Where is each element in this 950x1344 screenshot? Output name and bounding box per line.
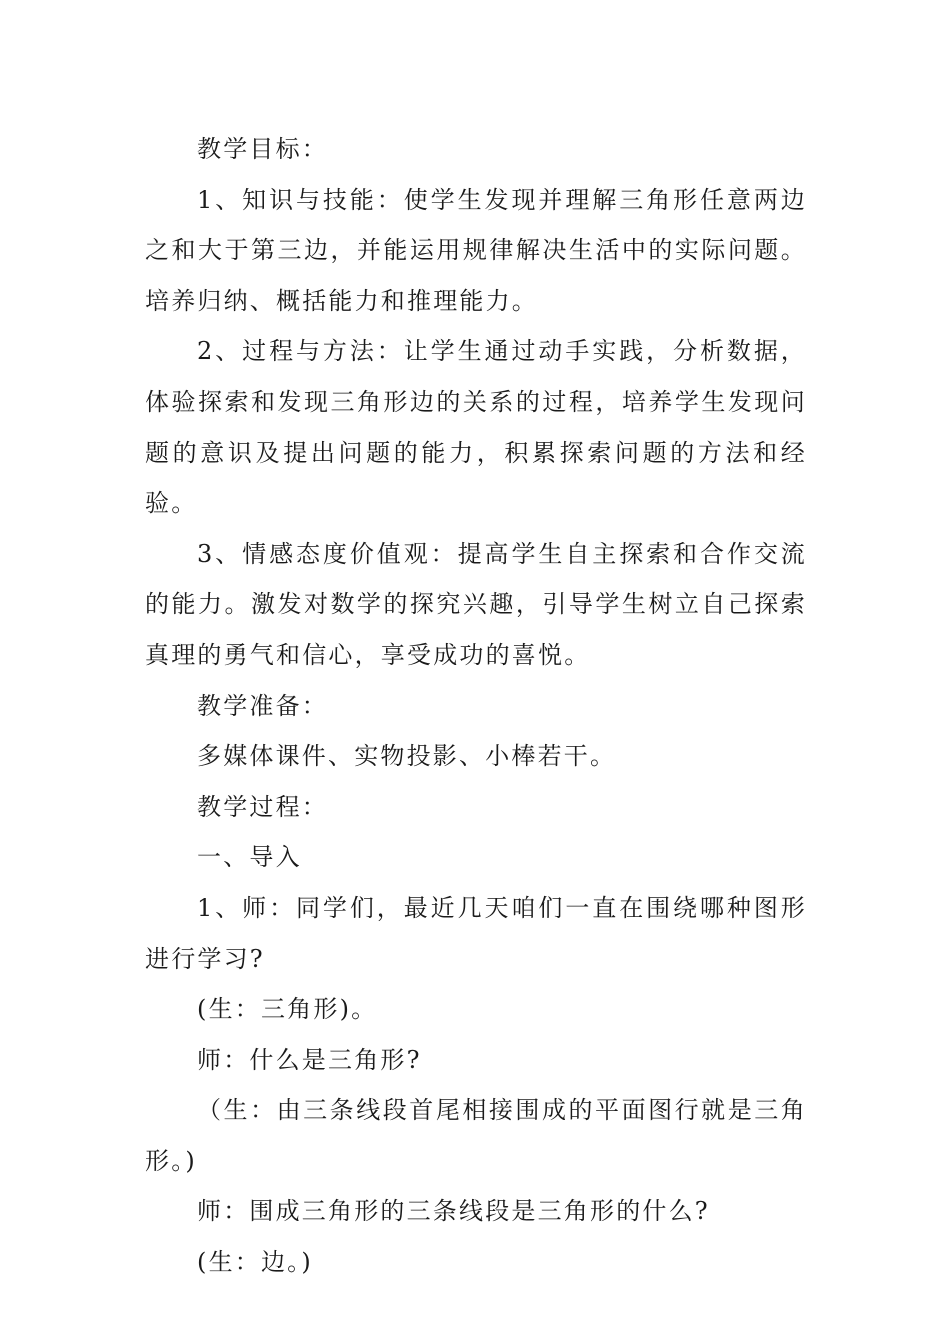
dialogue-line: (生：三角形)。 bbox=[197, 995, 378, 1024]
goal-emotion-values: 3、情感态度价值观：提高学生自主探索和合作交流的能力。激发对数学的探究兴趣，引导学生树立自己探索真理的勇气和信心，享受成功的喜悦。 bbox=[145, 539, 807, 669]
heading-teaching-preparation: 教学准备： bbox=[197, 691, 328, 720]
heading-teaching-goals: 教学目标： bbox=[197, 135, 328, 163]
goal-process-methods: 2、过程与方法：让学生通过动手实践，分析数据，体验探索和发现三角形边的关系的过程，培养学生发现问题的意识及提出问题的能力，积累探索问题的方法和经验。 bbox=[145, 337, 807, 518]
dialogue-line: 师：什么是三角形? bbox=[197, 1045, 422, 1074]
dialogue-line: (生：边。) bbox=[197, 1248, 313, 1277]
goal-knowledge-skills: 1、知识与技能：使学生发现并理解三角形任意两边之和大于第三边，并能运用规律解决生活中的实际问题。培养归纳、概括能力和推理能力。 bbox=[145, 185, 807, 315]
heading-teaching-process: 教学过程： bbox=[197, 792, 328, 821]
document-body bbox=[145, 124, 807, 1288]
dialogue-line: 1、师：同学们，最近几天咱们一直在围绕哪种图形进行学习? bbox=[145, 893, 807, 973]
dialogue-line: 师：围成三角形的三条线段是三角形的什么? bbox=[197, 1197, 710, 1226]
section-introduction: 一、导入 bbox=[197, 843, 302, 872]
preparation-materials: 多媒体课件、实物投影、小棒若干。 bbox=[197, 742, 617, 771]
dialogue-line: （生：由三条线段首尾相接围成的平面图行就是三角形。) bbox=[145, 1096, 807, 1175]
